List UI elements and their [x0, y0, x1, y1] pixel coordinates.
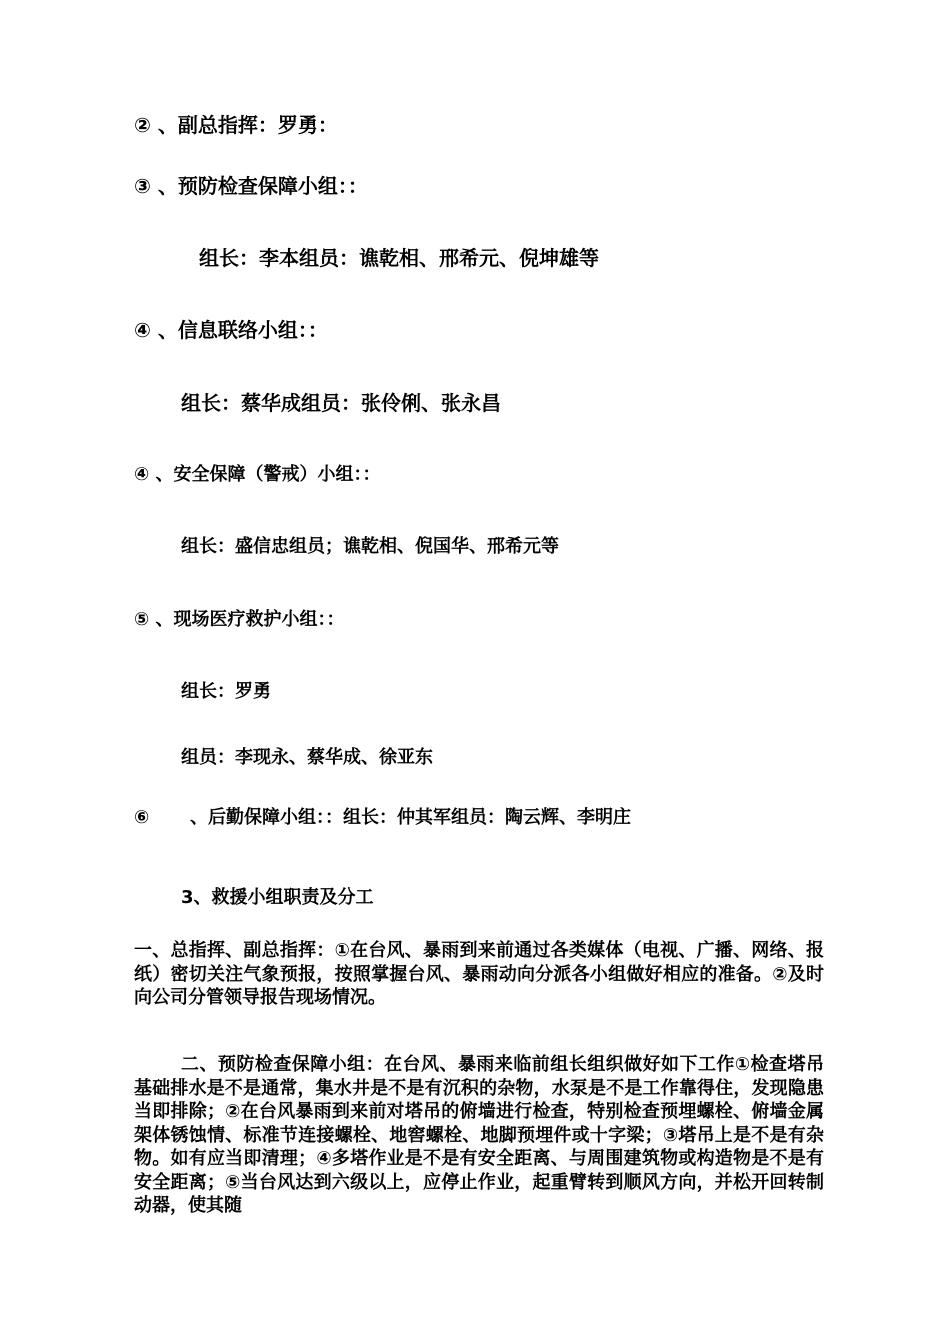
paragraph-text: 二、预防检查保障小组：在台风、暴雨来临前组长组织做好如下工作①检查塔吊基础排水是不是通常，集水井是不是有沉积的杂物，水泵是不是工作靠得住，发现隐患当即排除；②在台风暴雨到来前对塔吊的俯墙进行检查，特别检查预埋螺栓、俯墙金属架体锈蚀情、标准节连接螺栓、地窖螺栓、地脚预埋件或十字梁；③塔吊上是不是有杂物。如有应当即清理；④多塔作业是不是有安全距离、与周围建筑物或构造物是不是有安全距离；⑤当台风达到六级以上，应停止作业，起重臂转到顺风方向，并松开回转制动器，使其随	[134, 1054, 824, 1216]
medical-group-heading	[134, 611, 345, 629]
medical-group-members	[181, 749, 433, 767]
item-text: 3、救援小组职责及分工	[181, 887, 374, 908]
section-heading	[181, 889, 374, 907]
item-text: 、副总指挥：罗勇：	[150, 113, 338, 137]
item-text: 组长：蔡华成组员：张伶俐、张永昌	[181, 391, 501, 415]
liaison-group-heading	[134, 320, 328, 340]
item-marker: ⑥	[134, 807, 150, 828]
item-text: 、安全保障（警戒）小组：：	[149, 464, 381, 485]
medical-group-leader	[181, 683, 271, 701]
item-text: 组长：盛信忠组员；谯乾相、倪国华、邢希元等	[181, 536, 559, 557]
security-group-heading	[134, 466, 381, 484]
item-text: 组长：罗勇	[181, 681, 271, 702]
prevention-group-members	[199, 248, 599, 268]
security-group-members	[181, 538, 559, 556]
paragraph-prevention-duties	[134, 1053, 824, 1218]
item-marker: ⑤	[134, 609, 150, 630]
item-marker: ③	[134, 174, 151, 198]
liaison-group-members	[181, 393, 501, 413]
deputy-commander-line	[134, 115, 338, 135]
item-marker: ④	[134, 318, 151, 342]
logistics-group-line	[134, 809, 631, 827]
item-text: 、后勤保障小组：：组长：仲其军组员：陶云辉、李明庄	[190, 807, 631, 828]
item-text: 、现场医疗救护小组：：	[149, 609, 345, 630]
paragraph-commander-duties	[134, 939, 824, 1010]
prevention-group-heading	[134, 176, 368, 196]
item-text: 、信息联络小组：：	[150, 318, 328, 342]
item-text: 、预防检查保障小组：：	[150, 174, 368, 198]
item-text: 组员：李现永、蔡华成、徐亚东	[181, 747, 433, 768]
item-marker: ②	[134, 113, 151, 137]
item-text: 组长：李本组员：谯乾相、邢希元、倪坤雄等	[199, 246, 599, 270]
item-marker: ④	[134, 464, 150, 485]
paragraph-text: 一、总指挥、副总指挥：①在台风、暴雨到来前通过各类媒体（电视、广播、网络、报纸）密切关注气象预报，按照掌握台风、暴雨动向分派各小组做好相应的准备。②及时向公司分管领导报告现场情况。	[134, 940, 824, 1008]
